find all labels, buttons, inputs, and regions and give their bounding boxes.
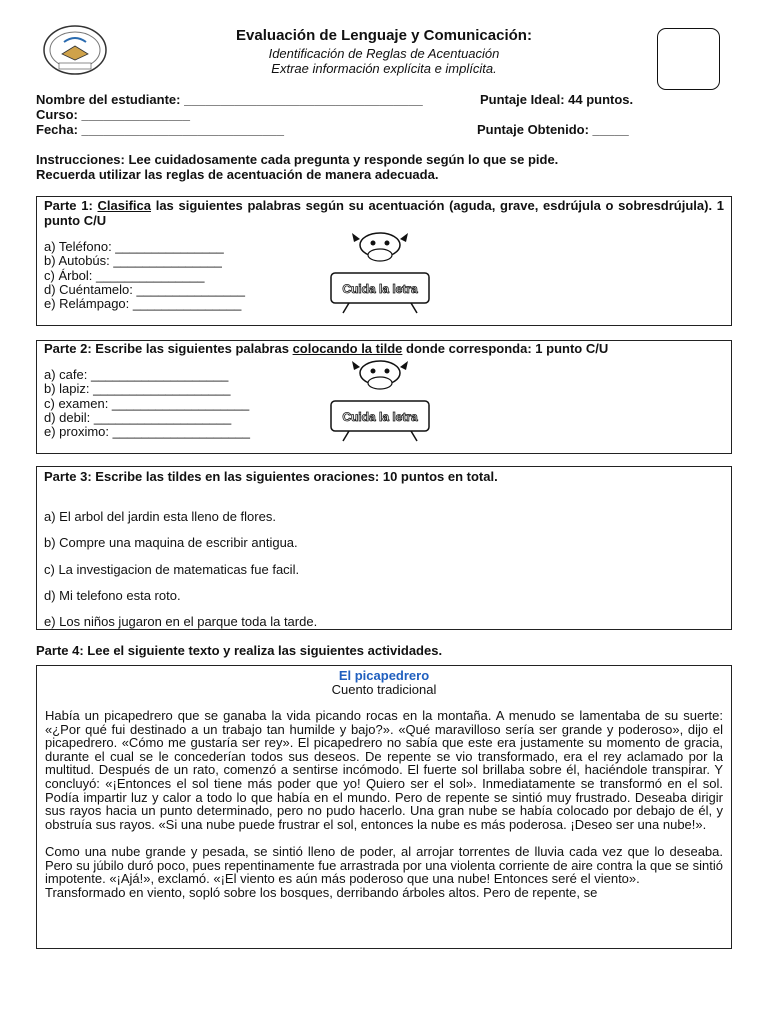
part2-box	[36, 340, 732, 454]
part2-item[interactable]: b) lapiz: ___________________	[44, 381, 231, 397]
part1-item[interactable]: e) Relámpago: _______________	[44, 296, 242, 312]
part3-box	[36, 466, 732, 630]
part3-sentence[interactable]: b) Compre una maquina de escribir antigua.	[44, 535, 298, 550]
page-subtitle-2: Extrae información explícita e implícita.	[271, 61, 497, 76]
part2-item[interactable]: e) proximo: ___________________	[44, 424, 251, 440]
course-field[interactable]: Curso: _______________	[36, 107, 190, 122]
page-title: Evaluación de Lenguaje y Comunicación:	[236, 27, 532, 44]
part3-sentence[interactable]: a) El arbol del jardin esta lleno de flores.	[44, 509, 276, 524]
score-ideal: Puntaje Ideal: 44 puntos.	[480, 92, 634, 107]
student-name-field[interactable]: Nombre del estudiante: _________________________________	[36, 92, 423, 107]
part1-item[interactable]: b) Autobús: _______________	[44, 253, 222, 269]
instructions-line-1: Instrucciones: Lee cuidadosamente cada pregunta y responde según lo que se pide.	[36, 152, 559, 167]
instructions-line-2: Recuerda utilizar las reglas de acentuación de manera adecuada.	[36, 167, 439, 182]
page-subtitle: Identificación de Reglas de Acentuación	[268, 46, 500, 61]
part2-item[interactable]: c) examen: ___________________	[44, 395, 250, 411]
score-obtained-field[interactable]: Puntaje Obtenido: _____	[477, 122, 629, 137]
part3-sentence[interactable]: d) Mi telefono esta roto.	[44, 588, 181, 603]
sticker-label: Cuida la letra	[342, 410, 418, 424]
story-text	[45, 709, 723, 899]
part1-heading: Parte 1: Clasifica las siguientes palabras según su acentuación (aguda, grave, esdrújula o sobresdrújula). 1 punto C/U	[44, 198, 725, 228]
part1-item[interactable]: d) Cuéntamelo: _______________	[44, 281, 245, 297]
part1-item[interactable]: a) Teléfono: _______________	[44, 239, 224, 254]
cow-sticker-image	[325, 229, 435, 317]
sticker-label: Cuida la letra	[342, 282, 418, 296]
part1-item[interactable]: c) Árbol: _______________	[44, 267, 205, 283]
story-subtitle: Cuento tradicional	[331, 682, 437, 697]
part2-item[interactable]: a) cafe: ___________________	[44, 367, 229, 382]
part3-sentence[interactable]: c) La investigacion de matematicas fue facil.	[44, 562, 300, 577]
part2-list	[44, 368, 250, 439]
part2-heading: Parte 2: Escribe las siguientes palabras colocando la tilde donde corresponda: 1 punto C/U	[44, 341, 609, 356]
part4-box	[36, 665, 732, 949]
cow-sticker-image	[325, 357, 435, 445]
part3-sentence[interactable]: e) Los niños jugaron en el parque toda la tarde.	[44, 614, 318, 629]
part3-heading: Parte 3: Escribe las tildes en las siguientes oraciones: 10 puntos en total.	[44, 469, 498, 484]
part4-heading: Parte 4: Lee el siguiente texto y realiza las siguientes actividades.	[36, 643, 443, 658]
story-title: El picapedrero	[338, 668, 430, 683]
part1-list	[44, 240, 245, 311]
date-field[interactable]: Fecha: ____________________________	[36, 122, 284, 137]
part2-item[interactable]: d) debil: ___________________	[44, 409, 232, 425]
story-paragraph: Como una nube grande y pesada, se sintió lleno de poder, al arrojar torrentes de lluvia cada vez que lo deseaba. Pero su júbilo duró poco, pues repentinamente fue arrastrada por una violenta corriente de aire contra la que se sintió impotente. «¡Ajá!», exclamó. «¡El viento es aún más poderoso que una nube! Entonces seré el viento».	[45, 843, 723, 887]
story-paragraph: Transformado en viento, sopló sobre los bosques, derribando árboles altos. Pero de repente, se	[45, 884, 598, 900]
story-paragraph: Había un picapedrero que se ganaba la vida picando rocas en la montaña. A menudo se lamentaba de su suerte: «¿Por qué fui destinado a un trabajo tan humilde y bajo?». «Qué maravilloso sería ser grande y poderoso», dijo el picapedrero. «Cómo me gustaría ser rey». El picapedrero no sabía que este era justamente su momento de gracia, durante el cual se le concederían todos sus deseos. De repente se vio transformado, era el rey aclamado por la multitud. Después de un rato, comenzó a sentirse incómodo. El fuerte sol brillaba sobre él, haciéndole transpirar. Y concluyó: «¡Entonces el sol tiene más poder que yo! Quiero ser el sol». Inmediatamente se transformó en el sol. Podía impartir luz y calor a todo lo que había en el mundo. Pero de repente se sintió muy frustrado. Deseaba dirigir sus rayos hacia un punto determinado, pero no pudo hacerlo. Una gran nube se había colocado por debajo de él, y obstruía sus rayos. «Si una nube puede frustrar el sol, entonces la nube es más poderosa. ¡Deseo ser una nube!».	[45, 708, 723, 832]
part1-box	[36, 196, 732, 326]
